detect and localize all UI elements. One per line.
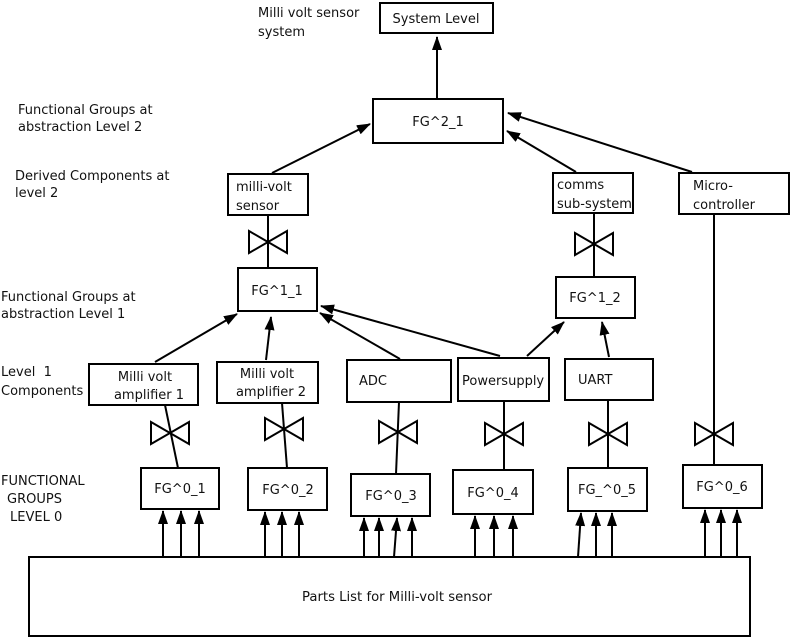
micro-controller-label-2: controller [693, 198, 756, 213]
edge-powersupply-to-fg1-1 [321, 306, 500, 356]
fg1-2-label: FG^1_2 [569, 291, 621, 306]
parts-list-node [29, 557, 750, 636]
derived-level2-label-line2: level 2 [15, 186, 59, 201]
comms-subsystem-label-2: sub-system [557, 197, 632, 212]
amp1-label-1: Milli volt [117, 370, 173, 385]
fg0-3-label: FG^0_3 [365, 489, 417, 504]
edge-micro-to-fg2 [508, 113, 692, 172]
amp2-label-1: Milli volt [239, 367, 295, 382]
amp2-node [217, 362, 318, 403]
edge-powersupply-to-fg1-2 [527, 322, 564, 356]
fg-level2-label-line1: Functional Groups at [18, 103, 153, 118]
milli-volt-sensor-label-1: milli-volt [236, 180, 292, 195]
uart-label: UART [578, 373, 613, 388]
parts-list-arrows [163, 510, 737, 557]
edge-adc-to-fg1-1 [320, 313, 400, 359]
fg1-1-node [238, 268, 317, 311]
amp2-label-2: amplifier 2 [235, 385, 307, 400]
edge-sensor-to-fg2 [272, 124, 370, 173]
fg-level0-label-line2: GROUPS [7, 492, 62, 507]
adc-label: ADC [359, 374, 387, 389]
fg2-1-label: FG^2_1 [412, 115, 464, 130]
fg1-2-node [556, 277, 635, 318]
edge-uart-to-fg1-2 [602, 322, 609, 357]
comms-subsystem-label-1: comms [557, 178, 605, 193]
micro-controller-label-1: Micro- [693, 179, 733, 194]
level1-components-label-line1: Level 1 [1, 365, 52, 380]
fg0-5-node [568, 468, 647, 511]
edge-amp1-to-fg1-1 [155, 314, 237, 362]
edge-comms-to-fg2 [507, 131, 576, 172]
comms-subsystem-node [553, 173, 633, 213]
edge-adc-to-fg0-3 [396, 402, 399, 474]
parts-arrow [394, 518, 397, 557]
fg0-6-node [683, 465, 762, 508]
fg0-1-node [141, 468, 219, 509]
nodes [29, 3, 789, 636]
system-level-node [380, 3, 493, 33]
fg0-3-node [351, 474, 430, 516]
diagram-title-line2: system [258, 25, 305, 40]
fg1-1-label: FG^1_1 [251, 284, 303, 299]
system-level-label: System Level [392, 12, 480, 27]
uart-node [565, 359, 653, 400]
adc-node [347, 360, 451, 402]
fg-level1-label-line1: Functional Groups at [1, 290, 136, 305]
powersupply-label: Powersupply [462, 374, 545, 389]
level1-components-label-line2: Components [1, 384, 84, 399]
edge-amp2-to-fg0-2 [282, 403, 287, 468]
fg0-6-label: FG^0_6 [696, 480, 748, 495]
amp1-node [89, 364, 198, 405]
fg0-5-label: FG_^0_5 [578, 483, 636, 498]
powersupply-node [458, 358, 549, 401]
fg0-2-label: FG^0_2 [262, 483, 314, 498]
fg-level1-label-line2: abstraction Level 1 [1, 307, 126, 322]
fg0-4-label: FG^0_4 [467, 486, 519, 501]
micro-controller-node [679, 173, 789, 214]
fg2-1-node [373, 99, 503, 143]
milli-volt-sensor-node [228, 174, 308, 215]
fg0-1-label: FG^0_1 [154, 482, 206, 497]
parts-arrow [578, 513, 581, 557]
fg-level0-label-line1: FUNCTIONAL [1, 474, 85, 489]
fg-level0-label-line3: LEVEL 0 [10, 510, 63, 525]
row-labels [1, 6, 360, 525]
fg-level2-label-line2: abstraction Level 2 [18, 120, 143, 135]
milli-volt-sensor-label-2: sensor [236, 199, 280, 214]
fg0-4-node [453, 470, 533, 514]
diagram-title-line1: Milli volt sensor [258, 6, 360, 21]
amp1-label-2: amplifier 1 [113, 388, 185, 403]
derived-level2-label-line1: Derived Components at [15, 169, 170, 184]
edge-amp2-to-fg1-1 [266, 317, 271, 360]
parts-list-label: Parts List for Milli-volt sensor [302, 590, 493, 605]
fg0-2-node [248, 468, 327, 510]
